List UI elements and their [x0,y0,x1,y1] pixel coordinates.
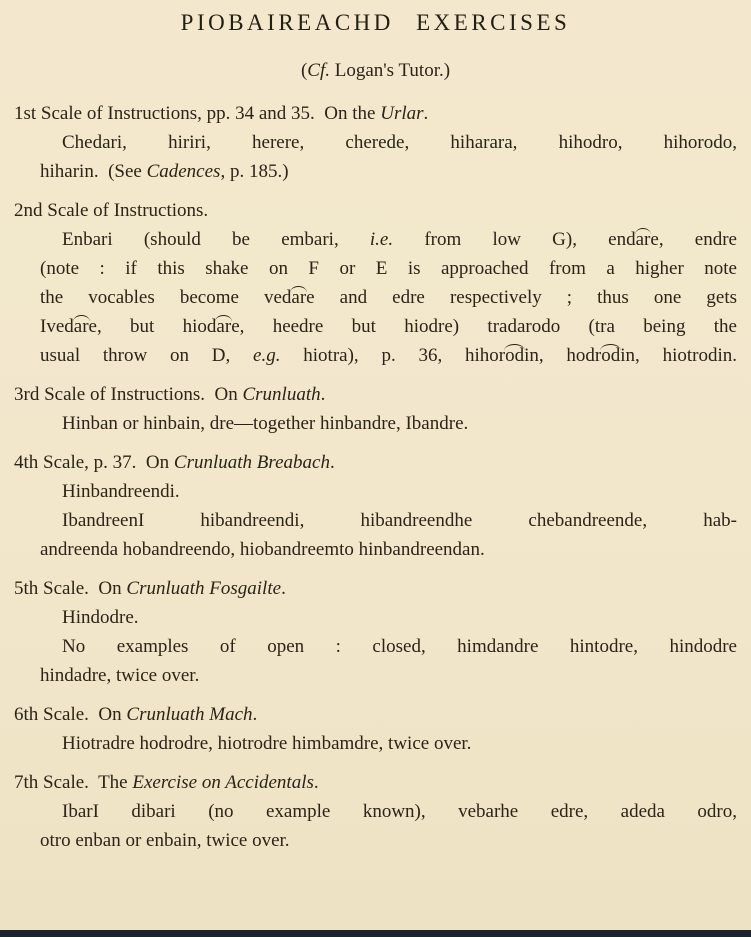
text-line [14,312,737,341]
arc-vocable-text: od [505,345,525,366]
section-header [14,196,737,225]
text-run: . [329,452,335,473]
arc-vocable-text: ar [635,229,651,250]
text-run: hiharin. (See [40,161,147,182]
page-subtitle [14,58,737,84]
text-run: . [252,704,258,725]
text-run: Logan's Tutor.) [329,60,451,81]
text-run: otro enban or enbain, twice over. [40,830,290,851]
text-run: (note : if this shake on F or E is approached from a higher note [40,258,737,279]
text-run: Ived [40,316,74,337]
sections [14,99,737,855]
text-run: 1st Scale of Instructions, pp. 34 and 35. On the [14,103,381,124]
section [14,448,737,564]
text-run: 6th Scale. On [14,704,127,725]
section [14,99,737,186]
italic-text: Crunluath [242,384,321,405]
text-run: e, heedre but hiodre) tradarodo (tra being the [231,316,737,337]
arc-vocable-text: ar [216,316,232,337]
text-run: Chedari, hiriri, herere, cherede, hiharara, hihodro, hihorodo, [62,132,737,153]
section [14,700,737,758]
text-line [14,225,737,254]
italic-text: Crunluath Breabach [173,452,330,473]
text-line [14,409,737,438]
text-run: e, but hiod [88,316,217,337]
text-line [14,341,737,370]
page-bottom-edge [0,930,751,937]
text-run: the vocables become ved [40,287,292,308]
section-header [14,380,737,409]
text-run: Hinbandreendi. [62,481,180,502]
section [14,574,737,690]
section [14,196,737,370]
text-run: No examples of open : closed, himdandre hintodre, hindodre [62,636,737,657]
text-line [14,661,737,690]
arc-vocable-text: od [601,345,621,366]
section-header [14,768,737,797]
text-run: 5th Scale. On [14,578,127,599]
text-run: Hinban or hinbain, dre—together hinbandre, Ibandre. [62,413,469,434]
text-run: e, endre [650,229,737,250]
text-line [14,128,737,157]
text-run: IbarI dibari (no example known), vebarhe edre, adeda odro, [62,801,737,822]
text-line [14,603,737,632]
text-run: andreenda hobandreendo, hiobandreemto hinbandreendan. [40,539,485,560]
section-header [14,700,737,729]
italic-text: i.e. [369,229,394,250]
section-header [14,574,737,603]
section-header [14,99,737,128]
text-run: Hiotradre hodrodre, hiotrodre himbamdre, twice over. [62,733,472,754]
italic-text: Cadences [146,161,221,182]
text-run: IbandreenI hibandreendi, hibandreendhe chebandreende, hab- [62,510,737,531]
italic-text: Crunluath Fosgailte [126,578,282,599]
text-run: . [320,384,326,405]
text-run: 4th Scale, p. 37. On [14,452,174,473]
arc-vocable-text: ar [73,316,89,337]
text-line [14,254,737,283]
text-run: hiotra), p. 36, hihor [280,345,506,366]
text-run: ( [300,60,308,81]
text-line [14,283,737,312]
text-run: . [313,772,319,793]
section-header [14,448,737,477]
text-run: hindadre, twice over. [40,665,200,686]
text-line [14,157,737,186]
text-run: 7th Scale. The [14,772,133,793]
text-run: Enbari (should be embari, [62,229,370,250]
text-run: e and edre respectively ; thus one gets [306,287,737,308]
text-line [14,826,737,855]
italic-text: Crunluath Mach [126,704,253,725]
text-line [14,729,737,758]
italic-text: Urlar [380,103,424,124]
text-line [14,535,737,564]
text-line [14,632,737,661]
text-run: . [281,578,286,599]
page-title: PIOBAIREACHD EXERCISES [180,10,571,35]
italic-text: Exercise on Accidentals [132,772,314,793]
text-line [14,477,737,506]
text-run: in, hodr [524,345,602,366]
text-run: 3rd Scale of Instructions. On [14,384,243,405]
italic-text: Cf. [307,60,330,81]
text-run: . [423,103,429,124]
text-run: in, hiotrodin. [620,345,737,366]
text-line [14,797,737,826]
text-run: usual throw on D, [40,345,254,366]
italic-text: e.g. [253,345,281,366]
text-line [14,506,737,535]
arc-vocable-text: ar [291,287,307,308]
text-run: , p. 185.) [220,161,289,182]
section [14,768,737,855]
text-run: Hindodre. [62,607,139,628]
section [14,380,737,438]
text-run: 2nd Scale of Instructions. [14,200,209,221]
text-run: from low G), end [393,229,636,250]
